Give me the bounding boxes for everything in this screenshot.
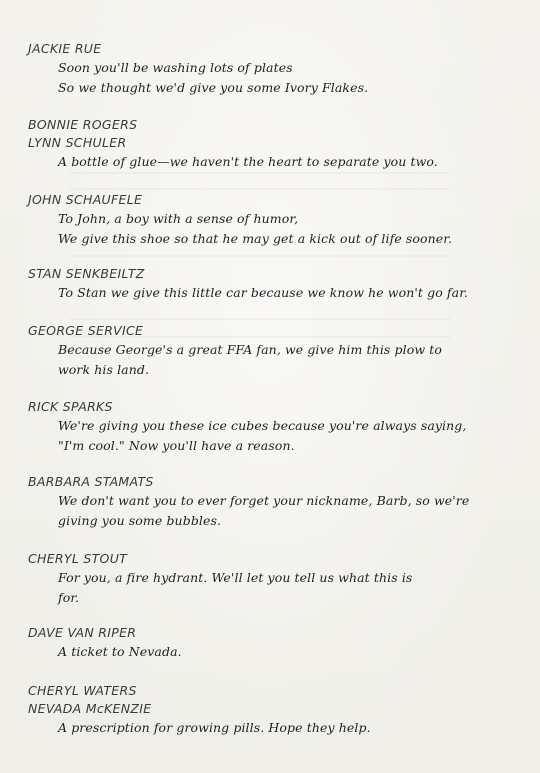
gift-entry [28,473,520,531]
gift-text-line: A prescription for growing pills. Hope they help. [58,720,371,735]
gift-text-line: "I'm cool." Now you'll have a reason. [58,438,295,453]
gift-text-line: To Stan we give this little car because we know he won't go far. [58,285,468,300]
gift-entry [28,116,520,172]
gift-text [58,152,520,172]
recipient-name: STAN SENKBEILTZ [28,266,145,281]
recipient-name: BARBARA STAMATS [28,474,154,489]
bleed-through-line [70,318,450,320]
gift-text [58,718,520,738]
bleed-through-line [70,188,450,190]
recipient-name: DAVE VAN RIPER [28,625,137,640]
gift-entry [28,322,520,380]
recipient-name: NEVADA McKENZIE [28,701,152,716]
gift-text-line: giving you some bubbles. [58,513,222,528]
bleed-through-line [70,255,450,257]
gift-text [58,491,520,531]
gift-text-line: So we thought we'd give you some Ivory Flakes. [58,80,369,95]
gift-text-line: for. [58,590,80,605]
recipient-name: LYNN SCHULER [28,135,127,150]
gift-text [58,416,520,456]
gift-text [58,568,520,608]
gift-entry [28,682,520,738]
gift-text-line: A ticket to Nevada. [58,644,182,659]
gift-text [58,283,520,303]
gift-text-line: To John, a boy with a sense of humor, [58,211,299,226]
recipient-name: BONNIE ROGERS [28,117,138,132]
gift-text-line: Because George's a great FFA fan, we give him this plow to [58,342,442,357]
gift-entry [28,191,520,249]
gift-text [58,340,520,380]
gift-text [58,209,520,249]
gift-text-line: work his land. [58,362,150,377]
gift-entry [28,265,520,303]
gift-text-line: Soon you'll be washing lots of plates [58,60,293,75]
recipient-name: CHERYL STOUT [28,551,128,566]
recipient-name: GEORGE SERVICE [28,323,144,338]
gift-text [58,642,520,662]
gift-text-line: We're giving you these ice cubes because you're always saying, [58,418,467,433]
gift-entry [28,624,520,662]
gift-entry [28,40,520,98]
gift-entry [28,398,520,456]
gift-text-line: We don't want you to ever forget your nickname, Barb, so we're [58,493,470,508]
recipient-name: RICK SPARKS [28,399,113,414]
gift-text [58,58,520,98]
recipient-name: JACKIE RUE [28,41,102,56]
gift-text-line: We give this shoe so that he may get a kick out of life sooner. [58,231,453,246]
bleed-through-line [70,172,450,174]
recipient-name: CHERYL WATERS [28,683,137,698]
gift-text-line: A bottle of glue—we haven't the heart to separate you two. [58,154,438,169]
gift-entry [28,550,520,608]
recipient-name: JOHN SCHAUFELE [28,192,143,207]
gift-text-line: For you, a fire hydrant. We'll let you tell us what this is [58,570,413,585]
